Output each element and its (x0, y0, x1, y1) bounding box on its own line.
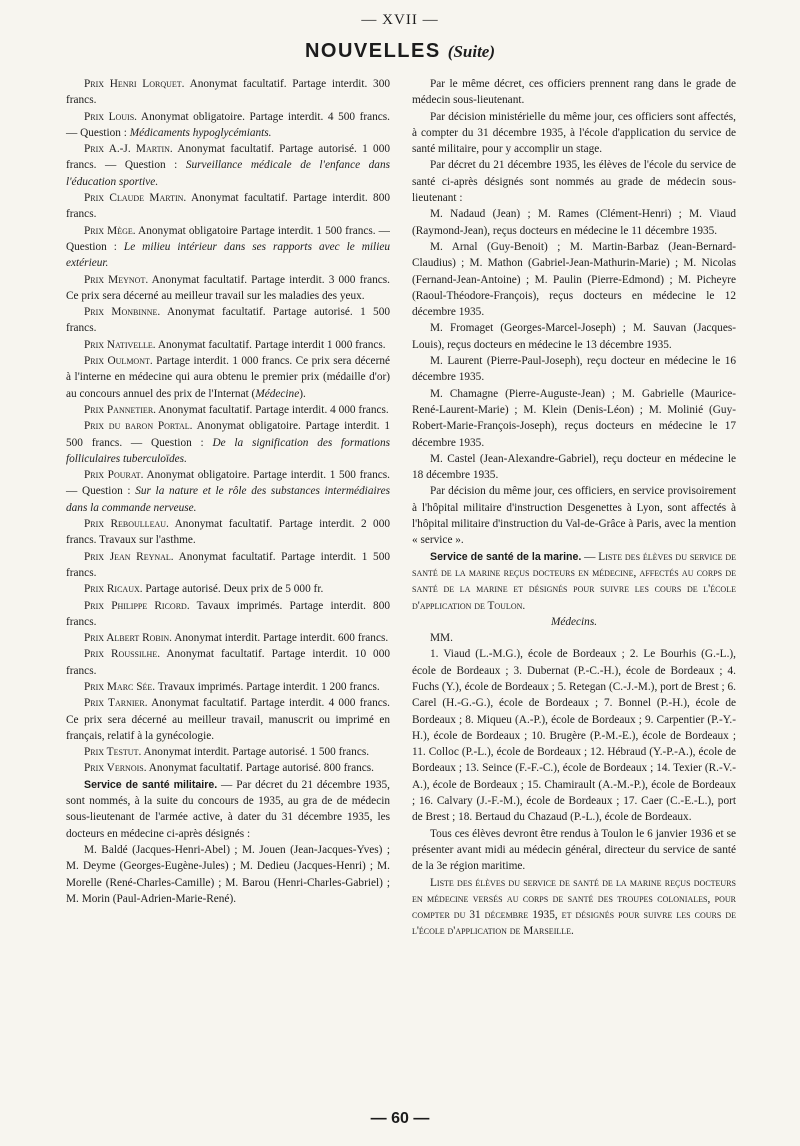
prize-text: Anonymat facultatif. Partage interdit. 10 000 francs. (66, 648, 390, 677)
prize-text: Anonymat obligatoire. Partage interdit. 1 500 francs. — Question : (66, 469, 390, 498)
names-paragraph: M. Chamagne (Pierre-Auguste-Jean) ; M. Gabrielle (Maurice-René-Laurent-Marie) ; M. Klein (Denis-Léon) ; M. Molinié (Guy-Robert-Marie-François-Joseph), reçus docteurs en médecine le 17 décembre 1935. (412, 387, 736, 449)
prize-name: Prix Jean Reynal. (84, 550, 174, 563)
prize-paragraph (66, 141, 390, 190)
prize-name: Prix Mège. (84, 224, 136, 237)
prize-paragraph (66, 598, 390, 631)
prize-text: Anonymat facultatif. Partage interdit. 300 francs. (66, 78, 390, 107)
body-paragraph: Tous ces élèves devront être rendus à Toulon le 6 janvier 1936 et se présenter avant midi au médecin général, directeur du service de santé de la 3e région maritime. (412, 827, 736, 873)
title-suite: (Suite) (447, 42, 496, 61)
prize-name: Prix Vernois. (84, 762, 147, 775)
section-paragraph (412, 549, 736, 614)
subsection-heading: Médecins. (550, 615, 598, 628)
prize-paragraph (66, 353, 390, 402)
prize-name: Prix Ricaux. (84, 583, 143, 596)
prize-paragraph (66, 337, 390, 353)
prize-name: Prix Pourat. (84, 469, 144, 482)
prize-name: Prix Monbinne. (84, 306, 161, 319)
prize-text: Partage autorisé. Deux prix de 5 000 fr. (142, 583, 324, 596)
prize-text: Anonymat interdit. Partage interdit. 600 francs. (172, 632, 389, 645)
prize-question: Surveillance médicale de l'enfance dans l'éducation sportive. (66, 159, 390, 188)
prize-name: Prix Testut. (84, 746, 142, 759)
prize-question: Le milieu intérieur dans ses rapports avec le milieu extérieur. (66, 240, 390, 270)
prize-question: De la signification des formations folliculaires tuberculoïdes. (66, 436, 390, 465)
prize-text: Partage interdit. 1 000 francs. Ce prix sera décerné à l'interne en médecine qui aura obtenu le premier prix (médaille d'or) au concours annuel des prix de l'Internat ( (66, 355, 390, 400)
prize-text: Anonymat facultatif. Partage interdit. 800 francs. (66, 192, 390, 221)
prize-paragraph (66, 581, 390, 597)
ranked-list: 1. Viaud (L.-M.G.), école de Bordeaux ; 2. Le Bourhis (G.-L.), école de Bordeaux ; 3. Dubernat (P.-C.-H.), école de Bordeaux ; 4. Fuchs (Y.), école de Bordeaux ; 5. Retegan (C.-J.-M.), port de Brest ; 6. Carel (H.-G.-G.), école de Bordeaux ; 7. Bonnel (P.-H.), école de Bordeaux ; 8. Miqueu (A.-P.), école de Bordeaux ; 9. Carpentier (P.-Y.-H.), école de Bordeaux ; 10. Brugère (P.-M.-E.), école de Bordeaux ; 11. Colloc (P.-L.), école de Bordeaux ; 12. Hébraud (Y.-P.-A.), école de Bordeaux ; 13. Seince (F.-F.-C.), école de Bordeaux ; 14. Texier (R.-V.-A.), école de Bordeaux ; 15. Chamirault (A.-M.-P.), école de Bordeaux ; 16. Calvary (J.-F.-M.), école de Bordeaux ; 17. Caer (C.-E.-L.), port de Brest ; 18. Bertaud du Chazaud (P.-L.), école de Bordeaux. (412, 648, 736, 824)
prize-paragraph (66, 418, 390, 467)
prize-paragraph (66, 76, 390, 109)
prize-paragraph (66, 549, 390, 582)
prize-paragraph (66, 304, 390, 337)
page-title (0, 40, 800, 63)
prize-text: Anonymat obligatoire. Partage interdit. 4 500 francs. — Question : (66, 110, 390, 139)
prize-name: Prix Philippe Ricord. (84, 599, 190, 612)
prize-name: Prix A.-J. Martin. (84, 143, 173, 156)
prize-italic: Médecine (255, 387, 300, 400)
prize-paragraph (66, 190, 390, 223)
prize-text: Anonymat obligatoire Partage interdit. 1 500 francs. — Question : (66, 224, 390, 253)
prize-paragraph (66, 223, 390, 272)
prize-text: Anonymat interdit. Partage autorisé. 1 500 francs. (141, 746, 370, 759)
prize-paragraph (66, 109, 390, 142)
prize-paragraph (66, 695, 390, 744)
right-column (412, 76, 736, 940)
title-main: NOUVELLES (304, 40, 441, 62)
page-number: — 60 — (370, 1110, 430, 1127)
prize-text: Anonymat obligatoire. Partage interdit. 1 500 francs. — Question : (66, 420, 390, 449)
prize-name: Prix Meynot. (84, 273, 149, 286)
prize-text: Anonymat facultatif. Partage interdit. 3 000 francs. Ce prix sera décerné au meilleur travail sur les maladies des yeux. (66, 273, 390, 302)
names-paragraph: M. Baldé (Jacques-Henri-Abel) ; M. Jouen (Jean-Jacques-Yves) ; M. Deyme (Georges-Eugène-Jules) ; M. Dedieu (Jacques-Henri) ; M. Morelle (René-Charles-Camille) ; M. Barou (Henri-Charles-Gabriel) ; M. Morin (Paul-Adrien-Marie-René). (66, 843, 390, 905)
prize-text: Anonymat facultatif. Partage interdit 1 000 francs. (155, 338, 386, 351)
prize-text-end: ). (299, 387, 306, 400)
names-paragraph: M. Fromaget (Georges-Marcel-Joseph) ; M. Sauvan (Jacques-Louis), reçus docteurs en médecine le 13 décembre 1935. (412, 322, 736, 351)
prize-question: Médicaments hypoglycémiants. (129, 126, 272, 139)
prize-text: Anonymat facultatif. Partage interdit. 2 000 francs. Travaux sur l'asthme. (66, 518, 390, 547)
section-heading: Service de santé de la marine. (430, 550, 582, 563)
names-paragraph: M. Castel (Jean-Alexandre-Gabriel), reçu docteur en médecine le 18 décembre 1935. (412, 452, 736, 482)
roman-page-number: — XVII — (361, 12, 439, 28)
section-text: — Liste des élèves du service de santé de la marine reçus docteurs en médecine, affectés au corps de santé de la marine et désignés pour suivre les cours de l'école d'application de Toulon. (412, 550, 736, 612)
prize-name: Prix Marc Sée. (84, 680, 156, 693)
prize-name: Prix Roussilhe. (84, 648, 161, 661)
prize-paragraph (66, 679, 390, 695)
prize-name: Prix Nativelle. (84, 338, 156, 351)
names-paragraph: M. Arnal (Guy-Benoit) ; M. Martin-Barbaz (Jean-Bernard-Claudius) ; M. Mathon (Gabriel-Jean-Mathurin-Marie) ; M. Nicolas (Fernand-Jean-Antoine) ; M. Paulin (Pierre-Edmond) ; M. Picheyre (Raoul-Théodore-François), reçus docteurs en médecine le 12 décembre 1935. (412, 240, 736, 319)
left-column (66, 76, 390, 907)
body-paragraph: Par décret du 21 décembre 1935, les élèves de l'école du service de santé ci-après désignés sont nommés au grade de médecin sous-lieutenant : (412, 159, 736, 205)
prize-name: Prix Louis. (84, 110, 137, 123)
prize-text: Anonymat facultatif. Partage autorisé. 1 500 francs. (66, 306, 390, 335)
prize-name: Prix Tarnier. (84, 697, 148, 710)
section-text: — Par décret du 21 décembre 1935, sont nommés, à la suite du concours de 1935, au gra de de médecin sous-lieutenant de l'armée active, à dater du 31 décembre 1935, les docteurs en médecine ci-après désignés : (66, 778, 390, 840)
body-paragraph: Par décision du même jour, ces officiers, en service provisoirement à l'hôpital militaire d'instruction Desgenettes à Lyon, sont affectés à l'hôpital militaire d'instruction du Val-de-Grâce à Paris, avec la mention « service ». (412, 485, 736, 547)
prize-name: Prix Reboulleau. (84, 518, 169, 531)
mm-label: MM. (430, 632, 453, 645)
body-paragraph: Par le même décret, ces officiers prennent rang dans le grade de médecin sous-lieutenant. (412, 78, 736, 107)
prize-text: Anonymat facultatif. Partage interdit. 4 000 francs. (155, 403, 389, 416)
prize-name: Prix Claude Martin. (84, 192, 187, 205)
prize-text: Anonymat facultatif. Partage autorisé. 1 000 francs. — Question : (66, 143, 390, 172)
prize-text: Tavaux imprimés. Partage interdit. 800 francs. (66, 599, 390, 628)
prize-paragraph (66, 467, 390, 516)
body-paragraph: Par décision ministérielle du même jour, ces officiers sont affectés, à compter du 31 décembre 1935, à l'école d'application du service de santé militaire, pour y accomplir un stage. (412, 110, 736, 156)
prize-paragraph (66, 646, 390, 679)
prize-paragraph (66, 516, 390, 549)
prize-text: Travaux imprimés. Partage interdit. 1 200 francs. (155, 680, 380, 693)
prize-name: Prix Albert Robin. (84, 632, 173, 645)
names-paragraph: M. Nadaud (Jean) ; M. Rames (Clément-Henri) ; M. Viaud (Raymond-Jean), reçus docteurs en médecine le 11 décembre 1935. (412, 208, 736, 237)
prize-paragraph (66, 402, 390, 418)
prize-paragraph (66, 744, 390, 760)
prize-paragraph (66, 272, 390, 305)
section-heading: Service de santé militaire. (84, 778, 218, 791)
prize-text: Anonymat facultatif. Partage interdit. 4 000 francs. Ce prix sera décerné au meilleur travail, manuscrit ou imprimé en français, relatif à la gynécologie. (66, 697, 390, 742)
section-paragraph (66, 777, 390, 842)
prize-name: Prix du baron Portal. (84, 420, 193, 433)
prize-paragraph (66, 630, 390, 646)
prize-paragraph (66, 760, 390, 776)
names-paragraph: M. Laurent (Pierre-Paul-Joseph), reçu docteur en médecine le 16 décembre 1935. (412, 355, 736, 384)
prize-name: Prix Henri Lorquet. (84, 78, 185, 90)
prize-name: Prix Oulmont. (84, 355, 153, 368)
list-intro: Liste des élèves du service de santé de la marine reçus docteurs en médecine versés au corps de santé des troupes coloniales, pour compter du 31 décembre 1935, et désignés pour suivre les cours de l'école d'application de Marseille. (412, 876, 736, 938)
prize-text: Anonymat facultatif. Partage interdit. 1 500 francs. (66, 550, 390, 579)
prize-text: Anonymat facultatif. Partage autorisé. 800 francs. (146, 762, 374, 775)
prize-name: Prix Pannetier. (84, 403, 156, 416)
prize-question: Sur la nature et le rôle des substances intermédiaires dans la commande nerveuse. (66, 485, 390, 514)
